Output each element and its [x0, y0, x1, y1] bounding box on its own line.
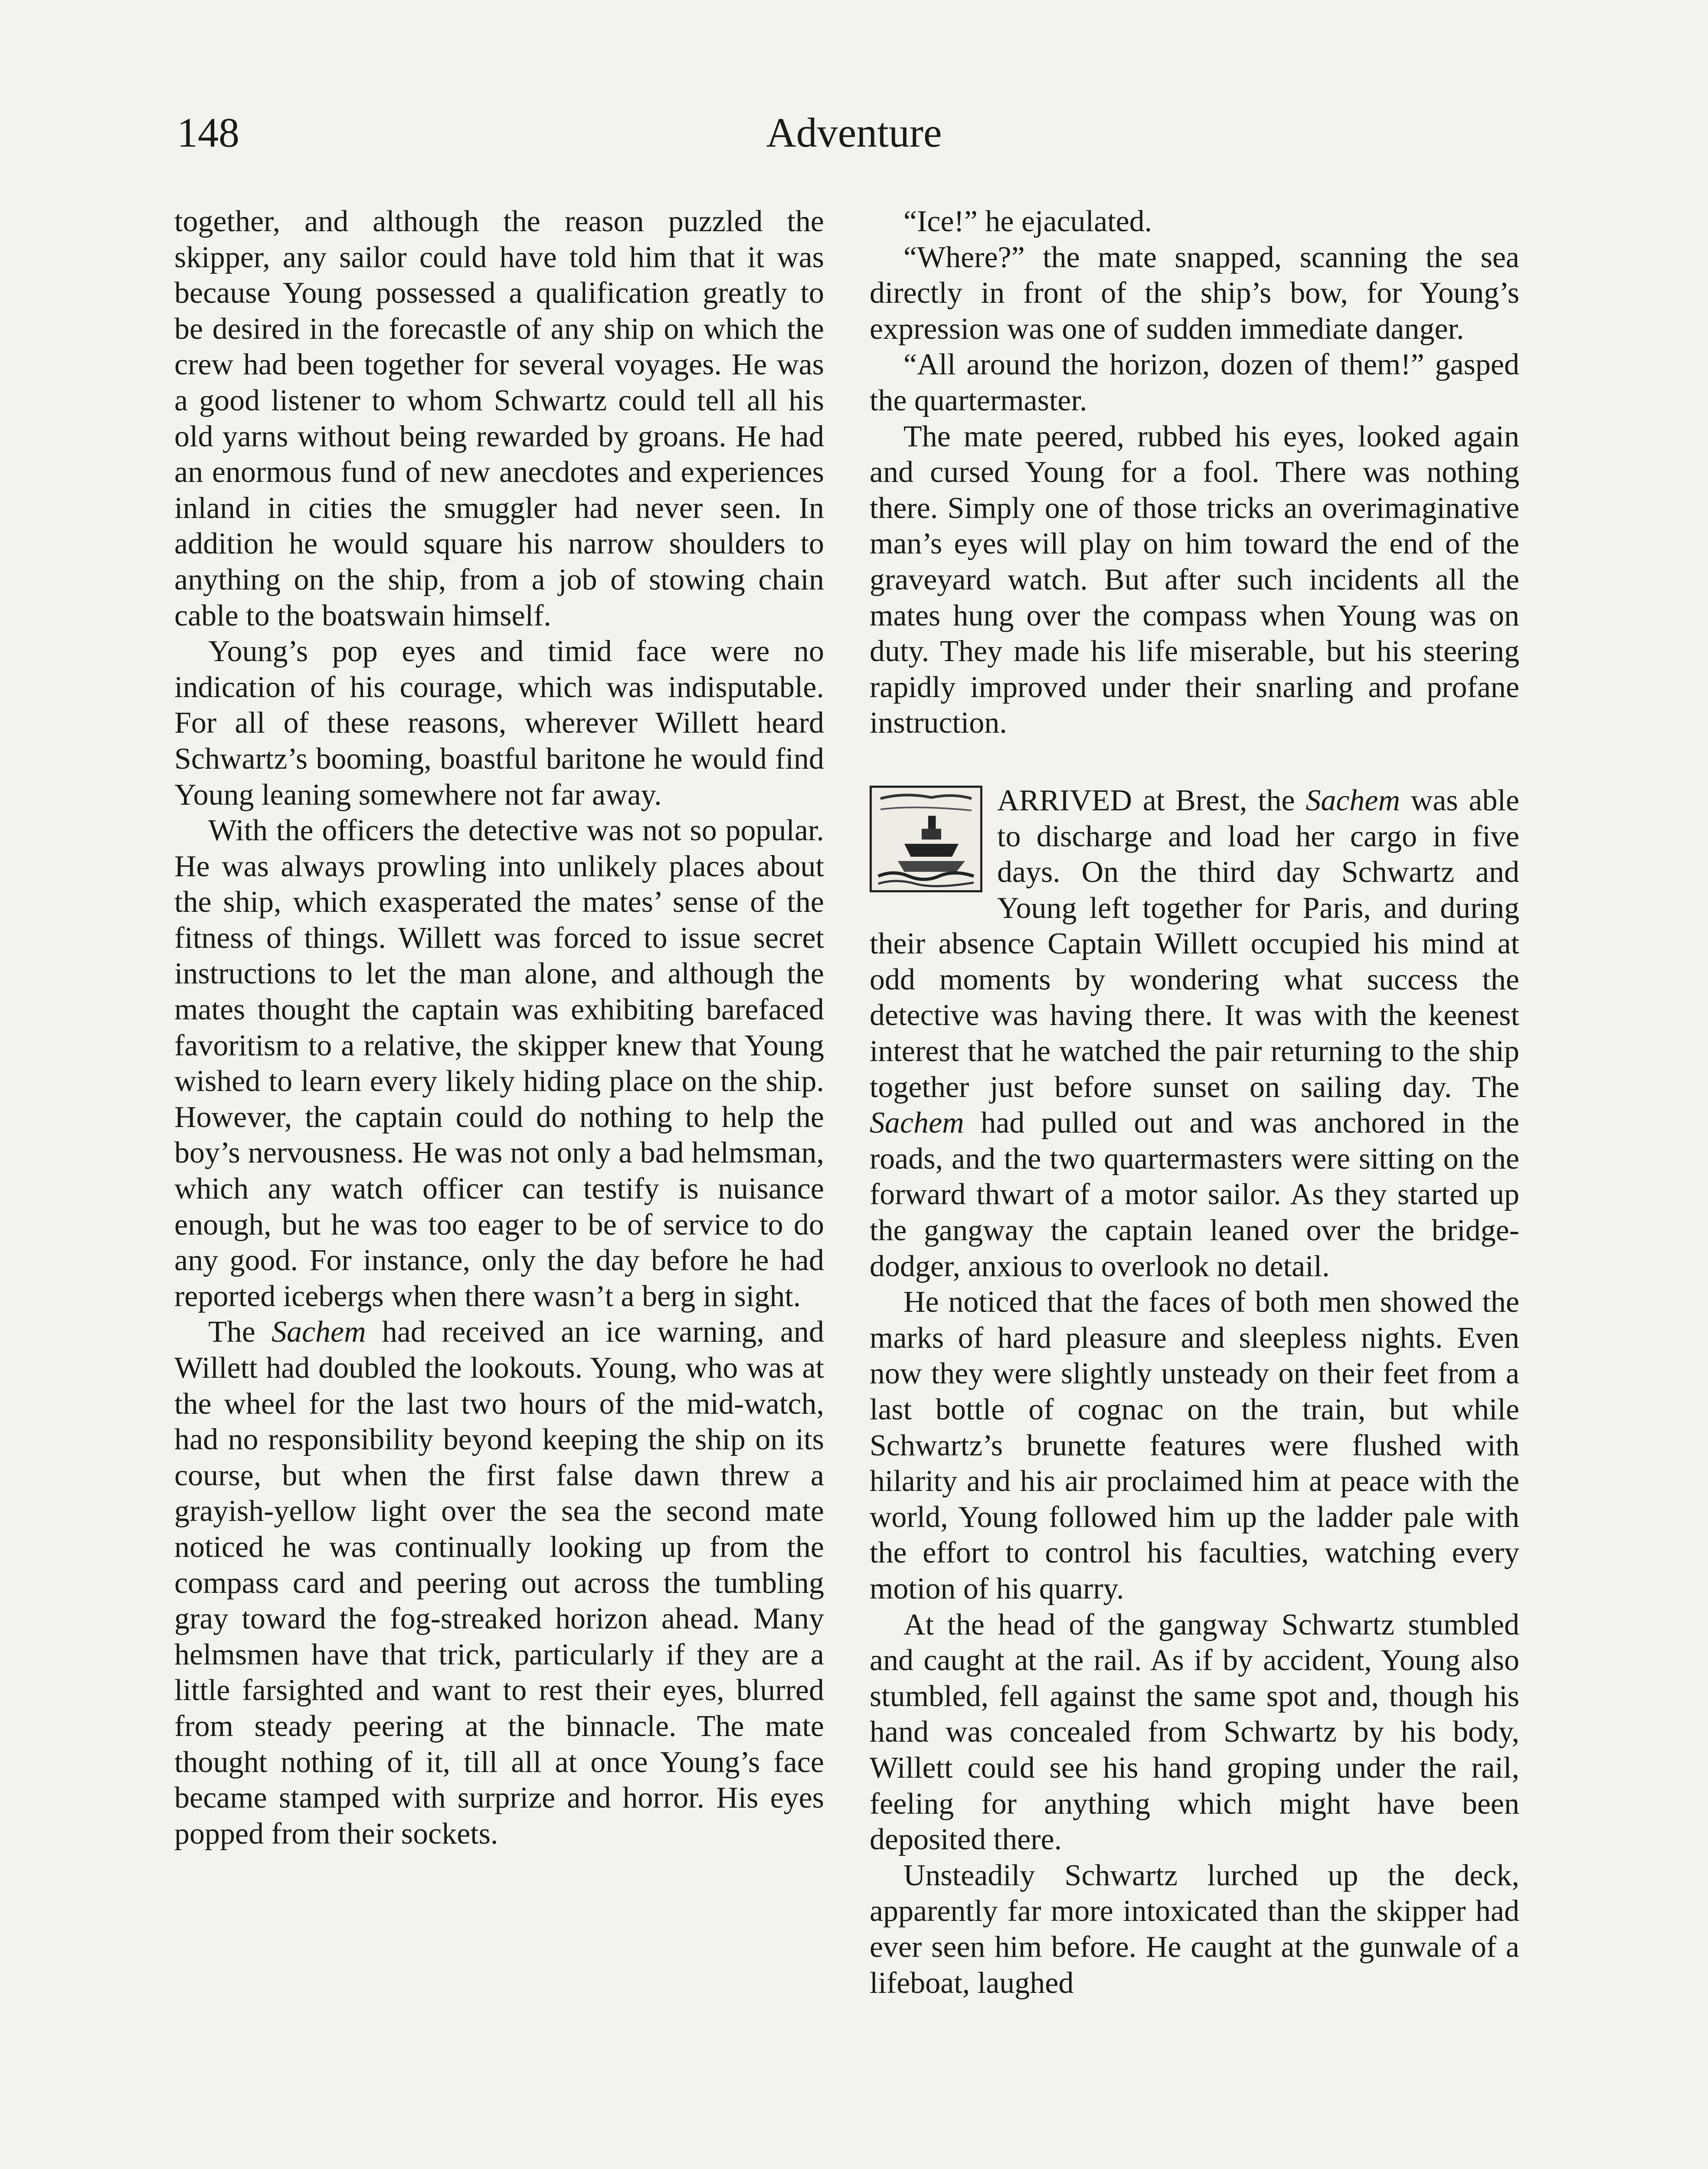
ship-name: Sachem: [870, 1106, 964, 1140]
paragraph: He noticed that the faces of both men showed the marks of hard pleasure and sleepless nights. Even now they were slightly unsteady on their feet from a last bottle of cognac on the train, but while Schwartz’s brunette features were flushed with hilarity and his air proclaimed him at peace with the world, Young followed him up the ladder pale with the effort to control his faculties, watching every motion of his quarry.: [870, 1285, 1519, 1605]
text-run: The: [208, 1315, 272, 1349]
text-run: had pulled out and was anchored in the roads, and the two quartermasters were sitting on the forward thwart of a motor sailor. As they started up the gangway the captain leaned over the bridge-dodger, anxious to overlook no detail.: [870, 1106, 1519, 1283]
text-run: had received an ice warning, and Willett had doubled the lookouts. Young, who was at the wheel for the last two hours of the mid-watch, had no responsibility beyond keeping the ship on its course, but when the first false dawn threw a grayish-yellow light over the sea the second mate noticed he was continually looking up from the compass card and peering out across the tumbling gray toward the fog-streaked horizon ahead. Many helmsmen have that trick, particularly if they are a little farsighted and want to rest their eyes, blurred from steady peering at the binnacle. The mate thought nothing of it, till all at once Young’s face became stamped with surprize and horror. His eyes popped from their sockets.: [174, 1315, 824, 1851]
text-run: was able to discharge and load her cargo in five days. On the third day Schwartz and Young left together for Paris, and during their absence Captain Willett occupied his mind at odd moments by wondering what success the detective was having there. It was with the keenest interest that he watched the pair returning to the ship together just before sunset on sailing day. The: [870, 783, 1519, 1104]
paragraph: Young’s pop eyes and timid face were no indication of his courage, which was indisputable. For all of these reasons, wherever Willett heard Schwartz’s booming, boastful baritone he would find Young leaning somewhere not far away.: [174, 635, 824, 812]
left-column: [174, 204, 824, 1852]
paragraph: Unsteadily Schwartz lurched up the deck, apparently far more intoxicated than the skipper had ever seen him before. He caught at the gunwale of a lifeboat, laughed: [870, 1858, 1519, 2000]
ship-name: Sachem: [1306, 783, 1400, 817]
right-column: [870, 204, 1519, 2001]
running-head-title: Adventure: [766, 109, 942, 156]
paragraph: At the head of the gangway Schwartz stumbled and caught at the rail. As if by accident, Young also stumbled, fell against the same spot and, though his hand was concealed from Schwartz by his body, Willett could see his hand groping under the rail, feeling for anything which might have been deposited there.: [870, 1608, 1519, 1857]
paragraph: The mate peered, rubbed his eyes, looked again and cursed Young for a fool. There was nothing there. Simply one of those tricks an overimaginative man’s eyes will play on him toward the end of the graveyard watch. But after such incidents all the mates hung over the compass when Young was on duty. They made his life miserable, but his steering rapidly improved under their snarling and profane instruction.: [870, 419, 1519, 740]
paragraph: With the officers the detective was not so popular. He was always prowling into unlikely places about the ship, which exasperated the mates’ sense of the fitness of things. Willett was forced to issue secret instructions to let the man alone, and although the mates thought the captain was exhibiting barefaced favoritism to a relative, the skipper knew that Young wished to learn every likely hiding place on the ship. However, the captain could do nothing to help the boy’s nervousness. He was not only a bad helmsman, which any watch officer can testify is nuisance enough, but he was too eager to be of service to do any good. For instance, only the day before he had reported icebergs when there wasn’t a berg in sight.: [174, 814, 824, 1313]
paragraph: together, and although the reason puzzled the skipper, any sailor could have told him that it was because Young possessed a qualification greatly to be desired in the forecastle of any ship on which the crew had been together for several voyages. He was a good listener to whom Schwartz could tell all his old yarns without being rewarded by groans. He had an enormous fund of new anecdotes and experiences inland in cities the smuggler had never seen. In addition he would square his narrow shoulders to anything on the ship, from a job of stowing chain cable to the boatswain himself.: [174, 205, 824, 632]
paragraph: “Where?” the mate snapped, scanning the sea directly in front of the ship’s bow, for Young’s expression was one of sudden immediate danger.: [870, 240, 1519, 346]
paragraph: “All around the horizon, dozen of them!” gasped the quartermaster.: [870, 348, 1519, 417]
page-number: 148: [177, 109, 239, 156]
text-run: ARRIVED at Brest, the: [997, 783, 1306, 817]
paragraph: “Ice!” he ejaculated.: [903, 205, 1152, 238]
section-start-paragraph: [870, 783, 1519, 1284]
ship-name: Sachem: [271, 1315, 366, 1349]
ship-illustration-icon: [870, 786, 982, 892]
paragraph: [174, 1314, 824, 1852]
